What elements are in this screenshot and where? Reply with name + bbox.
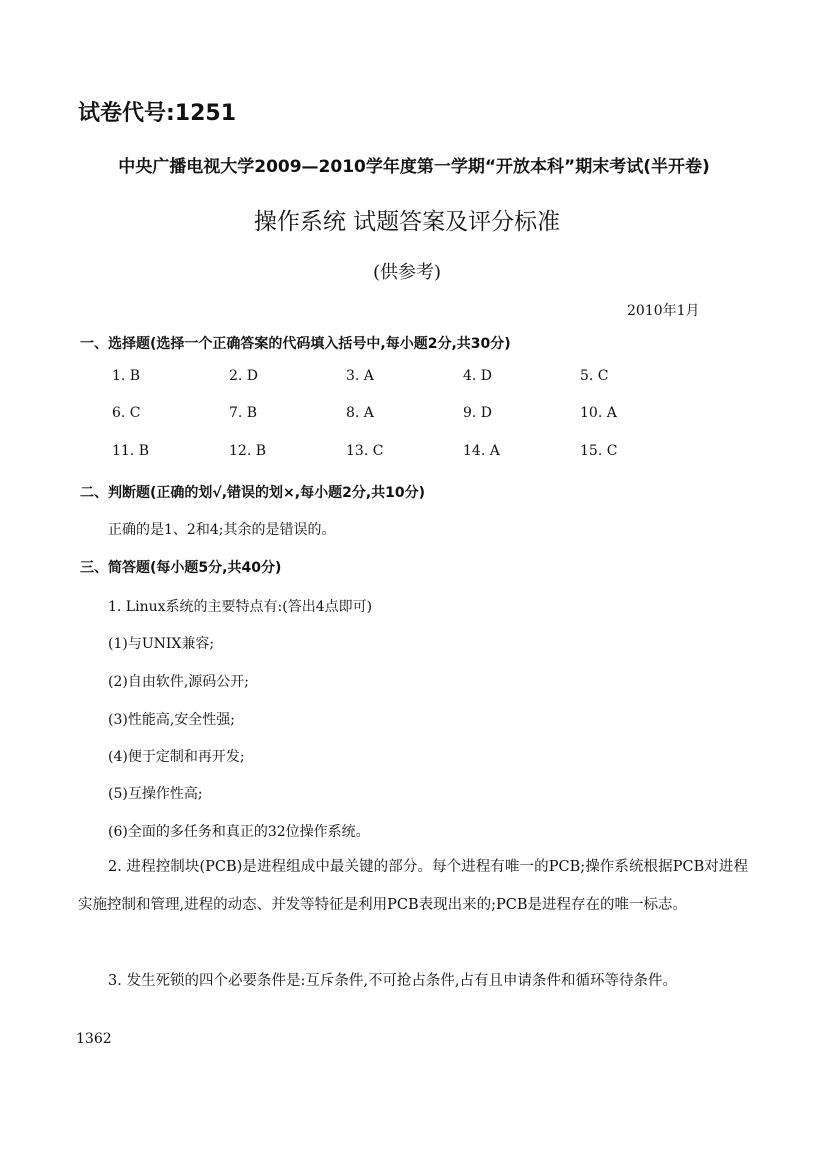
answer-item: 14. A [463,443,500,459]
reference-note: (供参考) [372,262,442,283]
q1-point: (3)性能高,安全性强; [108,712,235,728]
exam-date: 2010年1月 [627,303,700,319]
paper-code: 试卷代号:1251 [78,101,237,126]
section2-heading: 二、判断题(正确的划√,错误的划×,每小题2分,共10分) [80,485,426,501]
answer-item: 15. C [580,443,618,459]
answer-item: 12. B [229,443,267,459]
q3-answer [78,962,748,1000]
answer-item: 11. B [112,443,150,459]
answer-item: 13. C [346,443,384,459]
q2-answer [78,848,748,924]
exam-title: 中央广播电视大学2009—2010学年度第一学期“开放本科”期末考试(半开卷) [118,157,710,177]
q1-point: (5)互操作性高; [108,786,203,802]
section3-heading: 三、简答题(每小题5分,共40分) [80,560,282,576]
answer-item: 4. D [463,368,493,384]
q1-point: (1)与UNIX兼容; [108,636,215,652]
q1-point: (6)全面的多任务和真正的32位操作系统。 [108,824,370,840]
q2-text: 2. 进程控制块(PCB)是进程组成中最关键的部分。每个进程有唯一的PCB;操作系统根据PCB对进程实施控制和管理,进程的动态、并发等特征是利用PCB表现出来的;PCB是进程存在的唯一标志。 [78,859,748,913]
q1-point: (4)便于定制和再开发; [108,749,245,765]
answer-item: 2. D [229,368,259,384]
answer-item: 1. B [112,368,141,384]
answer-item: 3. A [346,368,374,384]
answer-item: 10. A [580,405,617,421]
q3-text: 3. 发生死锁的四个必要条件是:互斥条件,不可抢占条件,占有且申请条件和循环等待条件。 [108,973,678,989]
section2-answer: 正确的是1、2和4;其余的是错误的。 [108,522,336,538]
answer-item: 6. C [112,405,141,421]
q1-point: (2)自由软件,源码公开; [108,674,249,690]
answer-item: 7. B [229,405,258,421]
q1-intro: 1. Linux系统的主要特点有:(答出4点即可) [108,599,373,615]
answer-item: 9. D [463,405,493,421]
answer-item: 5. C [580,368,609,384]
subject-title: 操作系统 试题答案及评分标准 [253,209,561,235]
page-number: 1362 [76,1031,112,1047]
answer-item: 8. A [346,405,374,421]
section1-heading: 一、选择题(选择一个正确答案的代码填入括号中,每小题2分,共30分) [80,336,511,352]
